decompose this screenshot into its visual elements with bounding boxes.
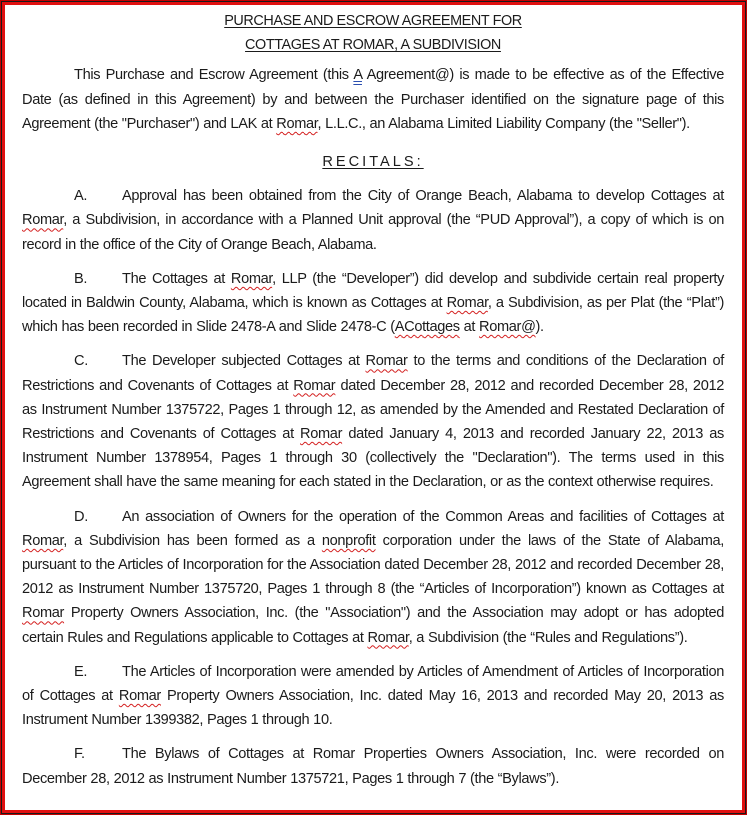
spellcheck-word[interactable]: Romar@ — [479, 319, 536, 336]
recital-text: The Bylaws of Cottages at Romar Properties Owners Association, Inc. were recorded on December 28, 2012 as Instrument Number 1375721, Pages 1 through 7 (the “Bylaws”). — [22, 746, 724, 787]
page-border-red — [2, 2, 745, 813]
spellcheck-word[interactable]: nonprofit — [321, 532, 376, 549]
intro-text-2: Agreement@) is made to be effective as of the Effective Date (as defined in this Agreement) by and between the Purchaser identified on the signature page of this Agreement (the "Purchaser") and LAK at — [22, 67, 724, 132]
recital-text: , a Subdivision, in accordance with a Planned Unit approval (the “PUD Approval”), a copy of which is on record in the office of the City of Orange Beach, Alabama. — [22, 212, 724, 253]
recital-text: The Articles of Incorporation were amended by Articles of Amendment of Articles of Incorporation of Cottages at — [22, 663, 724, 705]
recitals-heading — [22, 150, 724, 174]
recital-text: , a Subdivision (the “Rules and Regulations”). — [408, 629, 688, 646]
recital-text: , a Subdivision, as per Plat (the “Plat”) which has been recorded in Slide 2478-A and Slide 2478-C ( — [22, 295, 724, 336]
spellcheck-word[interactable]: Romar — [367, 629, 409, 646]
recital-label: D. — [74, 508, 88, 525]
recital-d — [22, 505, 724, 650]
recital-label: A. — [74, 188, 88, 205]
spellcheck-word[interactable]: Romar — [446, 295, 488, 312]
spellcheck-word[interactable]: Romar — [365, 353, 408, 370]
recital-text: to the terms and conditions of the Declaration of Restrictions and Covenants of Cottages at — [22, 353, 724, 394]
title-text-1: PURCHASE AND ESCROW AGREEMENT FOR — [224, 13, 522, 29]
recital-label: E. — [74, 663, 88, 680]
recital-label: F. — [74, 746, 85, 763]
spellcheck-word[interactable]: Romar — [22, 605, 65, 622]
recital-text: dated December 28, 2012 and recorded December 28, 2012 as Instrument Number 1375722, Pages 1 through 12, as amended by the Amended and Restated Declaration of Restrictions and Covenants of Cottages at — [22, 377, 724, 443]
recital-c — [22, 349, 724, 494]
spellcheck-word[interactable]: Romar — [300, 426, 343, 443]
recital-b — [22, 267, 724, 340]
recital-text: The Cottages at — [122, 270, 231, 287]
recitals-heading-text: RECITALS: — [322, 154, 424, 171]
recital-label: C. — [74, 353, 88, 370]
autocorrect-marked-a[interactable]: A — [353, 67, 362, 84]
recital-text: Approval has been obtained from the City of Orange Beach, Alabama to develop Cottages at — [122, 188, 724, 205]
spellcheck-word[interactable]: Romar — [276, 115, 318, 132]
recital-text: , LLP (the “Developer”) did develop and subdivide certain real property located in Baldwin County, Alabama, which is known as Cottages at — [22, 270, 724, 312]
recital-text: An association of Owners for the operation of the Common Areas and facilities of Cottages at — [122, 508, 724, 525]
spellcheck-word[interactable]: Romar — [22, 212, 64, 229]
title-text-2: COTTAGES AT ROMAR, A SUBDIVISION — [245, 37, 501, 54]
recital-text: The Developer subjected Cottages at — [122, 353, 366, 370]
spellcheck-word[interactable]: Romar — [293, 377, 336, 394]
recital-text: Property Owners Association, Inc. dated May 16, 2013 and recorded May 20, 2013 as Instrument Number 1399382, Pages 1 through 10. — [22, 688, 724, 729]
spellcheck-word[interactable]: Romar — [230, 270, 273, 287]
recital-label: B. — [74, 270, 88, 287]
document-page — [5, 5, 742, 810]
intro-text-1: This Purchase and Escrow Agreement (this — [74, 67, 354, 84]
recital-a — [22, 184, 724, 257]
spellcheck-word[interactable]: Romar — [22, 532, 64, 549]
spellcheck-word[interactable]: ACottages — [394, 319, 460, 336]
recital-text: corporation under the laws of the State of Alabama, pursuant to the Articles of Incorporation for the Association dated December 28, 2012 and recorded December 28, 2012 as Instrument Number 1375720, Pages 1 through 8 (the “Articles of Incorporation”) known as Cottages at — [22, 532, 725, 598]
recital-text: ). — [535, 319, 544, 336]
recital-e — [22, 660, 724, 733]
recital-text: Property Owners Association, Inc. (the "Association") and the Association may adopt or has adopted certain Rules and Regulations applicable to Cottages at — [22, 605, 724, 646]
spellcheck-word[interactable]: Romar — [118, 688, 161, 705]
document-title-line-1 — [22, 9, 724, 33]
intro-paragraph — [22, 63, 724, 136]
document-title-line-2 — [22, 33, 724, 57]
page-border-inner — [1, 1, 746, 814]
recital-text: dated January 4, 2013 and recorded January 22, 2013 as Instrument Number 1378954, Pages 1 through 30 (collectively the "Declaration"). The terms used in this Agreement shall have the same meaning for each stated in the Declaration, or as the context otherwise requires. — [22, 426, 725, 491]
recital-text: at — [459, 319, 480, 336]
recital-text: , a Subdivision has been formed as a — [63, 532, 322, 549]
recital-f — [22, 742, 724, 790]
intro-text-3: , L.L.C., an Alabama Limited Liability Company (the "Seller"). — [317, 115, 690, 132]
